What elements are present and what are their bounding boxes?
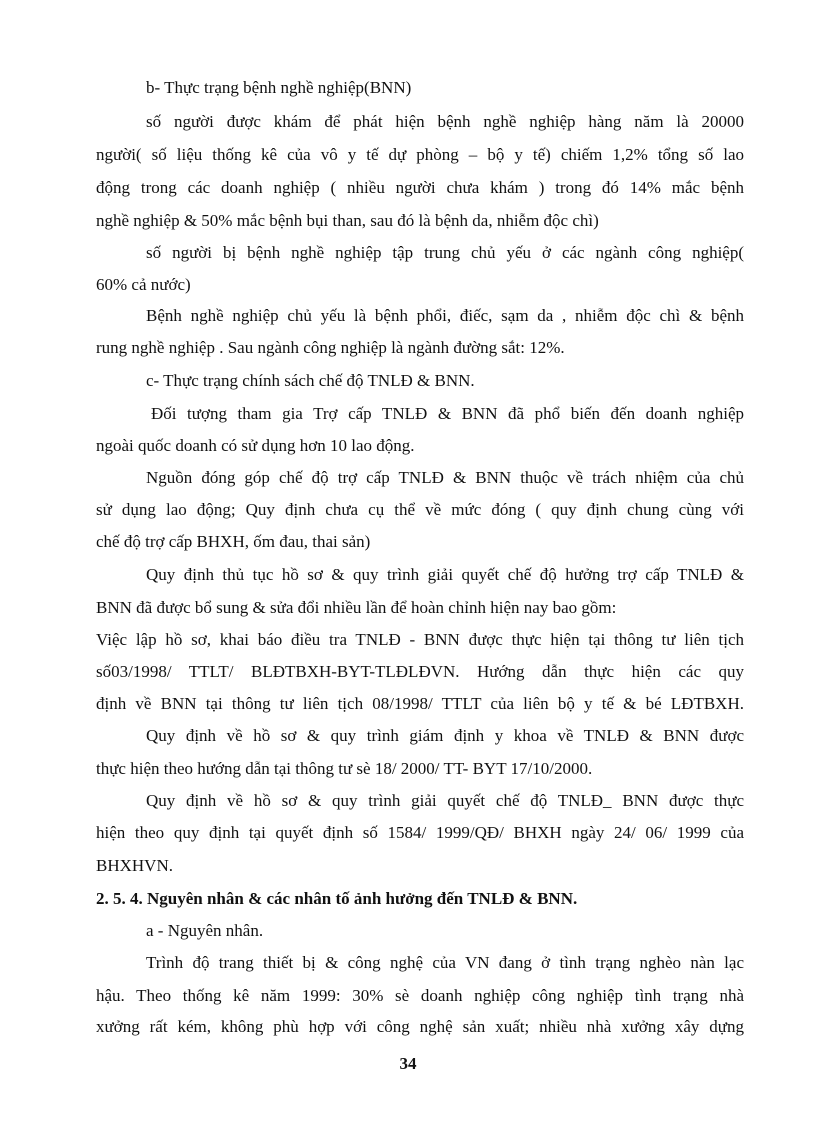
text-line: Nguồn đóng góp chế độ trợ cấp TNLĐ & BNN thuộc về trách nhiệm của chủ: [146, 468, 744, 487]
text-line: số03/1998/ TTLT/ BLĐTBXH-BYT-TLĐLĐVN. Hướng dẫn thực hiện các quy: [96, 662, 744, 681]
subheading-occupational-disease-status: b- Thực trạng bệnh nghề nghiệp(BNN): [146, 78, 412, 97]
text-line: Đối tượng tham gia Trợ cấp TNLĐ & BNN đã phổ biến đến doanh nghiệp: [151, 404, 744, 423]
text-line: hiện theo quy định tại quyết định số 1584/ 1999/QĐ/ BHXH ngày 24/ 06/ 1999 của: [96, 823, 744, 842]
text-line: ngoài quốc doanh có sử dụng hơn 10 lao động.: [96, 436, 415, 455]
text-line: động trong các doanh nghiệp ( nhiều người chưa khám ) trong đó 14% mắc bệnh: [96, 178, 744, 197]
subheading-causes: a - Nguyên nhân.: [146, 921, 264, 940]
text-line: người( số liệu thống kê của vô y tế dự phòng – bộ y tế) chiếm 1,2% tổng số lao: [96, 145, 744, 164]
section-heading: 2. 5. 4. Nguyên nhân & các nhân tố ảnh hưởng đến TNLĐ & BNN.: [96, 889, 578, 908]
text-line: Trình độ trang thiết bị & công nghệ của VN đang ở tình trạng nghèo nàn lạc: [146, 953, 744, 972]
subheading-policy-status: c- Thực trạng chính sách chế độ TNLĐ & BNN.: [146, 371, 475, 390]
text-line: BHXHVN.: [96, 856, 173, 875]
page-number: 34: [399, 1054, 417, 1073]
text-line: sử dụng lao động; Quy định chưa cụ thể về mức đóng ( quy định chung cùng với: [96, 500, 744, 519]
text-line: nghề nghiệp & 50% mắc bệnh bụi than, sau đó là bệnh da, nhiễm độc chì): [96, 211, 599, 230]
text-line: Bệnh nghề nghiệp chủ yếu là bệnh phổi, điếc, sạm da , nhiễm độc chì & bệnh: [146, 306, 744, 325]
text-line: xưởng rất kém, không phù hợp với công nghệ sản xuất; nhiều nhà xưởng xây dựng: [96, 1017, 744, 1036]
text-line: Việc lập hồ sơ, khai báo điều tra TNLĐ - BNN được thực hiện tại thông tư liên tịch: [96, 630, 744, 649]
text-line: 60% cả nước): [96, 275, 191, 294]
text-line: BNN đã được bổ sung & sửa đổi nhiều lần để hoàn chỉnh hiện nay bao gồm:: [96, 598, 617, 617]
text-line: Quy định về hồ sơ & quy trình giám định y khoa về TNLĐ & BNN được: [146, 726, 744, 745]
text-line: Quy định về hồ sơ & quy trình giải quyết chế độ TNLĐ_ BNN được thực: [146, 791, 744, 810]
text-line: Quy định thủ tục hồ sơ & quy trình giải quyết chế độ hưởng trợ cấp TNLĐ &: [146, 565, 744, 584]
text-line: thực hiện theo hướng dẫn tại thông tư sè 18/ 2000/ TT- BYT 17/10/2000.: [96, 759, 593, 778]
text-line: số người bị bệnh nghề nghiệp tập trung chủ yếu ở các ngành công nghiệp(: [146, 243, 744, 262]
text-line: rung nghề nghiệp . Sau ngành công nghiệp là ngành đường sắt: 12%.: [96, 338, 565, 357]
text-line: số người được khám để phát hiện bệnh nghề nghiệp hàng năm là 20000: [146, 112, 744, 131]
text-line: hậu. Theo thống kê năm 1999: 30% sè doanh nghiệp công nghiệp tình trạng nhà: [96, 986, 744, 1005]
text-line: chế độ trợ cấp BHXH, ốm đau, thai sản): [96, 532, 371, 551]
text-line: định về BNN tại thông tư liên tịch 08/1998/ TTLT của liên bộ y tế & bé LĐTBXH.: [96, 694, 744, 713]
